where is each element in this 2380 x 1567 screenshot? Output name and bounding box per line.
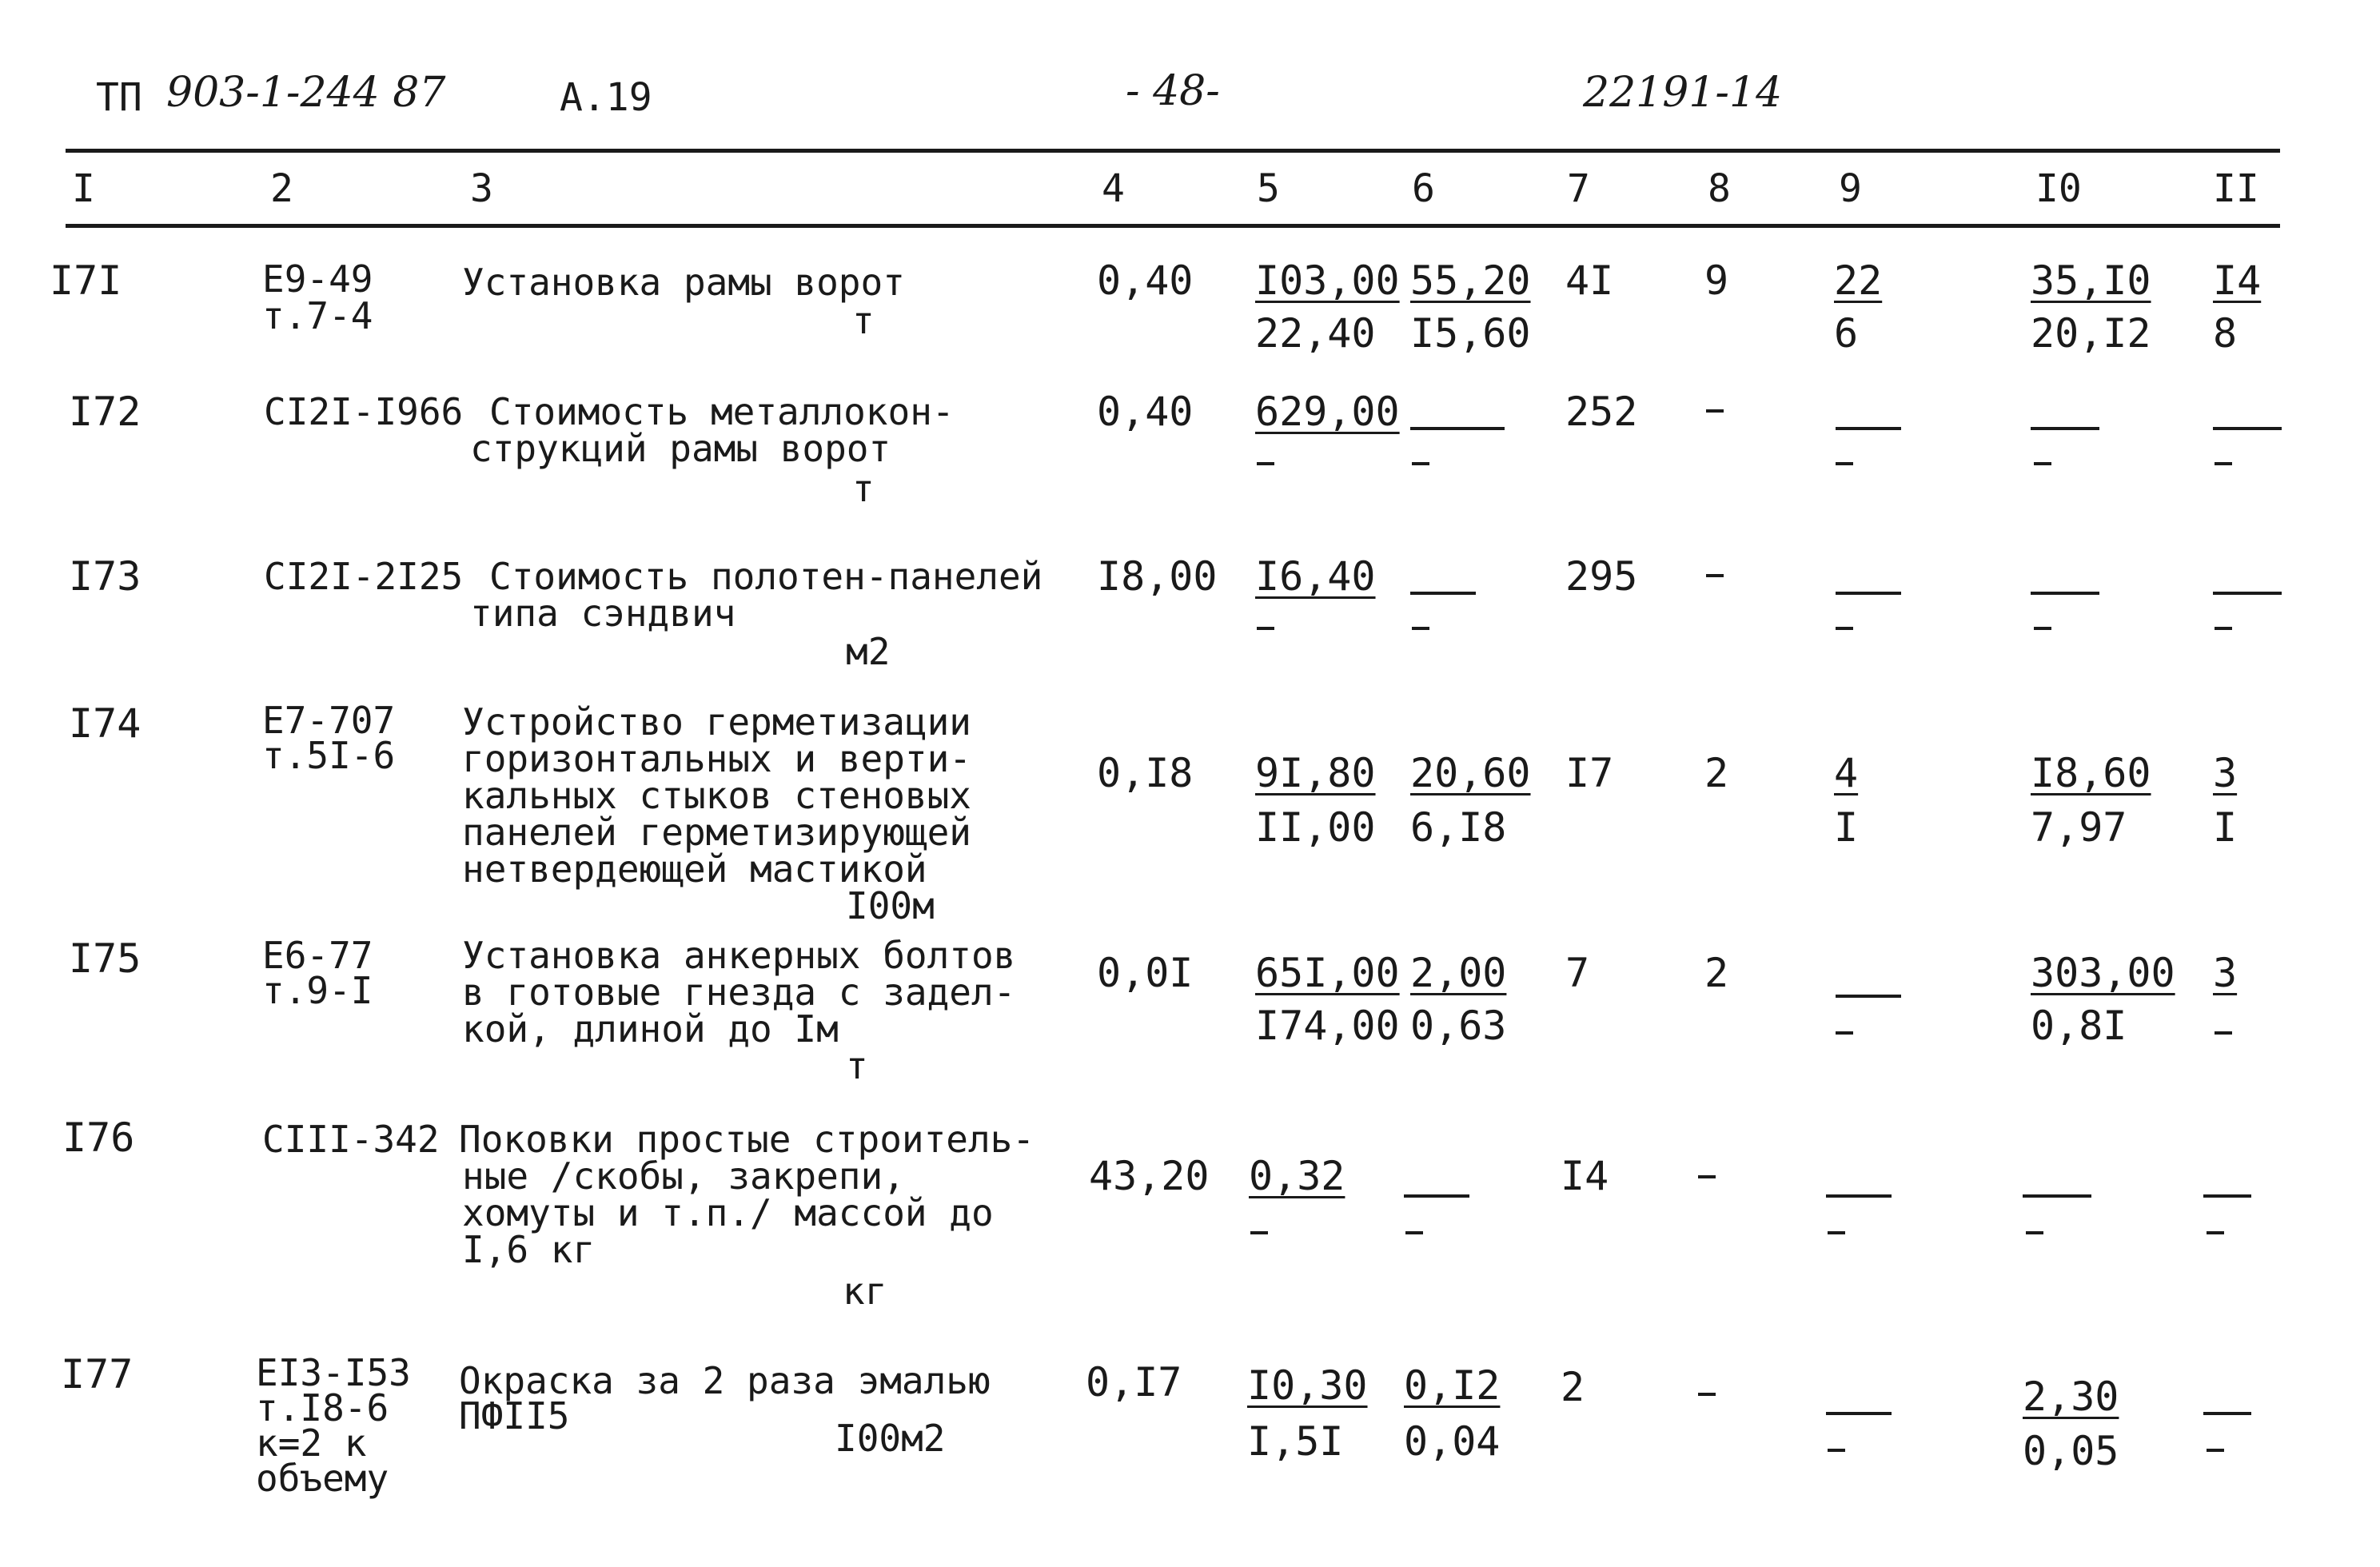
col9-bottom (1836, 1031, 1853, 1035)
col6-top: 20,60 (1410, 750, 1531, 796)
col6-top (1410, 427, 1505, 430)
col6-bottom (1412, 627, 1429, 630)
table-header-rule (66, 224, 2280, 228)
col6-bottom (1405, 1231, 1423, 1234)
work-description: в готовые гнезда с задел- (462, 971, 1016, 1014)
document-code: 22191-14 (1583, 69, 1783, 117)
col11-bottom: I (2213, 804, 2238, 851)
col8-value: 2 (1704, 950, 1729, 996)
tp-label: ТП (96, 75, 142, 120)
quantity: 0,I7 (1086, 1359, 1182, 1406)
col10-top: 35,I0 (2031, 257, 2151, 304)
col6-top (1410, 592, 1476, 595)
col-header-9: 9 (1839, 166, 1862, 211)
quantity: 0,40 (1097, 257, 1194, 304)
unit-of-measure: I00м2 (835, 1417, 946, 1460)
col6-top: 2,00 (1410, 950, 1507, 996)
col8-value (1698, 1175, 1716, 1178)
col10-top: I8,60 (2031, 750, 2151, 796)
col10-bottom: 20,I2 (2031, 310, 2151, 357)
col-header-2: 2 (270, 166, 293, 211)
col11-bottom: 8 (2213, 310, 2238, 357)
col5-top: I6,40 (1255, 553, 1376, 600)
col6-bottom: 0,63 (1410, 1003, 1507, 1049)
col11-top: 3 (2213, 950, 2238, 996)
work-description: Стоимость полотен-панелей (489, 555, 1043, 598)
work-description: I,6 кг (462, 1228, 596, 1271)
norm-code: E9-49 (262, 257, 373, 301)
col6-bottom: 6,I8 (1410, 804, 1507, 851)
col10-top: 2,30 (2023, 1374, 2119, 1420)
norm-code: E6-77 (262, 934, 373, 977)
norm-code: CIII-342 (262, 1118, 440, 1161)
col5-top: 629,00 (1255, 389, 1400, 435)
work-description: панелей герметизирующей (462, 811, 971, 854)
work-description: хомуты и т.п./ массой до (462, 1191, 994, 1234)
col9-top (1836, 427, 1901, 430)
norm-code: т.5I-6 (262, 734, 396, 777)
col11-top: 3 (2213, 750, 2238, 796)
col11-top (2203, 1194, 2251, 1198)
work-description: ПФII5 (459, 1394, 570, 1437)
col10-bottom (2034, 627, 2051, 630)
col9-bottom: I (1834, 804, 1859, 851)
work-description: кальных стыков стеновых (462, 774, 971, 817)
col9-bottom (1828, 1449, 1845, 1452)
col6-top: 0,I2 (1404, 1362, 1501, 1409)
col5-bottom: II,00 (1255, 804, 1376, 851)
unit-of-measure: т (846, 1044, 868, 1087)
col11-bottom (2207, 1449, 2224, 1452)
col9-bottom (1836, 627, 1853, 630)
col8-value (1706, 574, 1724, 577)
col11-top (2203, 1412, 2251, 1415)
col9-top: 4 (1834, 750, 1859, 796)
col6-bottom (1412, 462, 1429, 465)
col7-value: I4 (1561, 1153, 1609, 1199)
col10-bottom: 7,97 (2031, 804, 2127, 851)
norm-code: к=2 к (256, 1421, 367, 1465)
album-number: А.19 (560, 75, 652, 120)
col11-top (2213, 427, 2282, 430)
col6-top: 55,20 (1410, 257, 1531, 304)
col-header-11: II (2213, 166, 2259, 211)
col7-value: 7 (1565, 950, 1590, 996)
row-number: I77 (61, 1351, 134, 1398)
work-description: Устройство герметизации (462, 700, 971, 744)
norm-code: CI2I-2I25 (264, 555, 464, 598)
col9-bottom: 6 (1834, 310, 1859, 357)
col5-bottom (1250, 1231, 1268, 1234)
quantity: 0,0I (1097, 950, 1194, 996)
col10-top (2031, 592, 2099, 595)
norm-code: т.9-I (262, 969, 373, 1012)
col9-top: 22 (1834, 257, 1883, 304)
norm-code: CI2I-I966 (264, 390, 464, 433)
col5-bottom: I74,00 (1255, 1003, 1400, 1049)
col7-value: 2 (1561, 1364, 1585, 1410)
col8-value: 9 (1704, 257, 1729, 304)
col5-bottom: I,5I (1247, 1418, 1344, 1465)
col10-bottom (2026, 1231, 2043, 1234)
col-header-7: 7 (1567, 166, 1590, 211)
unit-of-measure: I00м (846, 884, 935, 927)
quantity: 43,20 (1089, 1153, 1210, 1199)
quantity: 0,40 (1097, 389, 1194, 435)
row-number: I74 (69, 700, 142, 747)
page-number: - 48- (1126, 67, 1220, 115)
col10-top: 303,00 (2031, 950, 2175, 996)
col11-bottom (2215, 462, 2232, 465)
col10-top (2031, 427, 2099, 430)
work-description: Окраска за 2 раза эмалью (459, 1359, 991, 1402)
col-header-10: I0 (2035, 166, 2082, 211)
work-description: нетвердеющей мастикой (462, 847, 927, 891)
col-header-1: I (72, 166, 95, 211)
unit-of-measure: т (852, 299, 875, 342)
col11-top: I4 (2213, 257, 2262, 304)
col5-top: 65I,00 (1255, 950, 1400, 996)
col11-bottom (2207, 1231, 2224, 1234)
norm-code: т.7-4 (262, 294, 373, 337)
col5-top: I03,00 (1255, 257, 1400, 304)
col5-top: I0,30 (1247, 1362, 1368, 1409)
quantity: I8,00 (1097, 553, 1218, 600)
col9-top (1826, 1412, 1892, 1415)
col10-top (2023, 1194, 2091, 1198)
col5-top: 9I,80 (1255, 750, 1376, 796)
col7-value: 295 (1565, 553, 1638, 600)
work-description: Установка рамы ворот (462, 261, 905, 304)
col5-bottom (1257, 627, 1274, 630)
row-number: I72 (69, 389, 142, 435)
col-header-6: 6 (1412, 166, 1435, 211)
col5-bottom (1257, 462, 1274, 465)
row-number: I7I (50, 257, 122, 304)
col5-bottom: 22,40 (1255, 310, 1376, 357)
unit-of-measure: м2 (846, 630, 891, 673)
col-header-8: 8 (1708, 166, 1731, 211)
norm-code: объему (256, 1457, 389, 1500)
col-header-3: 3 (470, 166, 493, 211)
row-number: I73 (69, 553, 142, 600)
unit-of-measure: кг (843, 1270, 887, 1313)
col-header-5: 5 (1257, 166, 1280, 211)
col5-top: 0,32 (1249, 1153, 1345, 1199)
norm-code: т.I8-6 (256, 1386, 389, 1429)
col6-bottom: I5,60 (1410, 310, 1531, 357)
col9-bottom (1828, 1231, 1845, 1234)
col10-bottom: 0,8I (2031, 1003, 2127, 1049)
col7-value: 252 (1565, 389, 1638, 435)
work-description: горизонтальных и верти- (462, 737, 971, 780)
col8-value (1698, 1393, 1716, 1396)
col9-top (1836, 592, 1901, 595)
work-description: Поковки простые строитель- (459, 1118, 1035, 1161)
col7-value: I7 (1565, 750, 1614, 796)
table-top-rule (66, 149, 2280, 153)
col11-top (2213, 592, 2282, 595)
work-description: Установка анкерных болтов (462, 934, 1016, 977)
col-header-4: 4 (1102, 166, 1125, 211)
col6-bottom: 0,04 (1404, 1418, 1501, 1465)
work-description: ные /скобы, закрепи, (462, 1154, 905, 1198)
norm-code: E7-707 (262, 699, 396, 742)
col8-value: 2 (1704, 750, 1729, 796)
col6-top (1404, 1194, 1469, 1198)
quantity: 0,I8 (1097, 750, 1194, 796)
work-description: струкций рамы ворот (470, 427, 891, 470)
col10-bottom: 0,05 (2023, 1428, 2119, 1474)
row-number: I75 (69, 935, 142, 982)
tp-number: 903-1-244 87 (166, 69, 446, 117)
col9-top (1836, 995, 1901, 998)
col11-bottom (2215, 627, 2232, 630)
col9-bottom (1836, 462, 1853, 465)
col8-value (1706, 409, 1724, 413)
work-description: кой, длиной до Iм (462, 1007, 839, 1051)
col7-value: 4I (1565, 257, 1614, 304)
col10-bottom (2034, 462, 2051, 465)
unit-of-measure: т (852, 467, 875, 510)
col9-top (1826, 1194, 1892, 1198)
work-description: Стоимость металлокон- (489, 390, 955, 433)
work-description: типа сэндвич (470, 592, 736, 635)
col11-bottom (2215, 1031, 2232, 1035)
row-number: I76 (62, 1114, 135, 1161)
norm-code: EI3-I53 (256, 1351, 411, 1394)
